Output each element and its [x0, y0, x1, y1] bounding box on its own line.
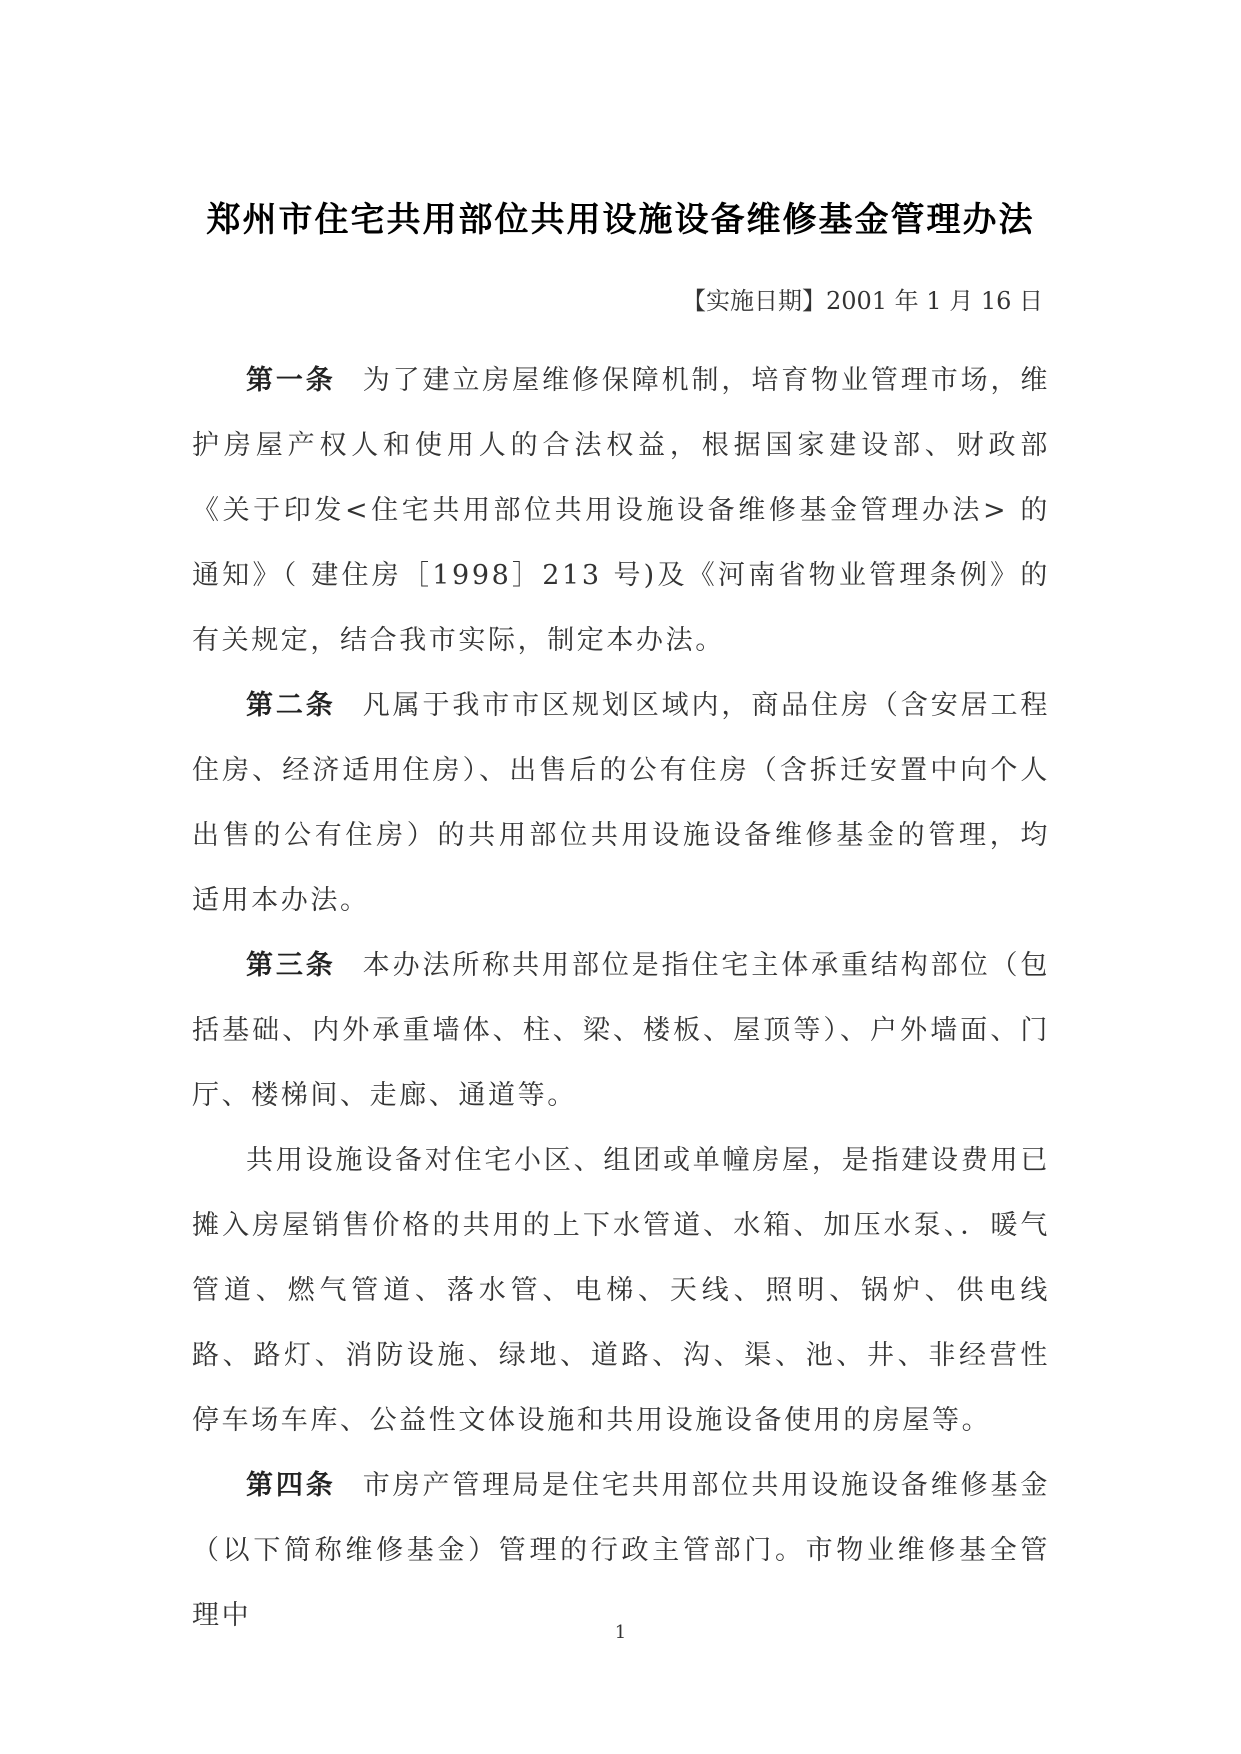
- article-number: 第二条: [246, 690, 336, 721]
- article-text: 本办法所称共用部位是指住宅主体承重结构部位（包括基础、内外承重墙体、柱、梁、楼板、屋顶等）、户外墙面、门厅、楼梯间、走廊、通道等。: [192, 950, 1050, 1111]
- article-text: 凡属于我市市区规划区域内，商品住房（含安居工程住房、经济适用住房）、出售后的公有住房（含拆迁安置中向个人出售的公有住房）的共用部位共用设施设备维修基金的管理，均适用本办法。: [192, 690, 1050, 916]
- article-4-paragraph: [192, 1453, 1050, 1648]
- article-number: 第一条: [246, 365, 336, 396]
- article-2-paragraph: [192, 673, 1050, 933]
- article-1-paragraph: [192, 348, 1050, 673]
- article-text: 为了建立房屋维修保障机制，培育物业管理市场，维护房屋产权人和使用人的合法权益，根据国家建设部、财政部《关于印发<住宅共用部位共用设施设备维修基金管理办法> 的通知》（ 建住房［1998］213 号)及《河南省物业管理条例》的有关规定，结合我市实际，制定本办法。: [192, 365, 1050, 656]
- document-title: 郑州市住宅共用部位共用设施设备维修基金管理办法: [206, 200, 1035, 240]
- article-text: 共用设施设备对住宅小区、组团或单幢房屋，是指建设费用已摊入房屋销售价格的共用的上下水管道、水箱、加压水泵、．暖气管道、燃气管道、落水管、电梯、天线、照明、锅炉、供电线路、路灯、消防设施、绿地、道路、沟、渠、池、井、非经营性停车场车库、公益性文体设施和共用设施设备使用的房屋等。: [192, 1145, 1050, 1436]
- article-text: 市房产管理局是住宅共用部位共用设施设备维修基金（以下简称维修基金）管理的行政主管部门。市物业维修基全管理中: [192, 1470, 1050, 1631]
- document-body: [192, 348, 1050, 1648]
- page-number: 1: [614, 1622, 627, 1643]
- article-3-paragraph: [192, 933, 1050, 1128]
- article-number: 第三条: [246, 950, 336, 981]
- implementation-date: 【实施日期】2001 年 1 月 16 日: [681, 287, 1043, 315]
- article-3-continuation-paragraph: [192, 1128, 1050, 1453]
- article-number: 第四条: [246, 1470, 336, 1501]
